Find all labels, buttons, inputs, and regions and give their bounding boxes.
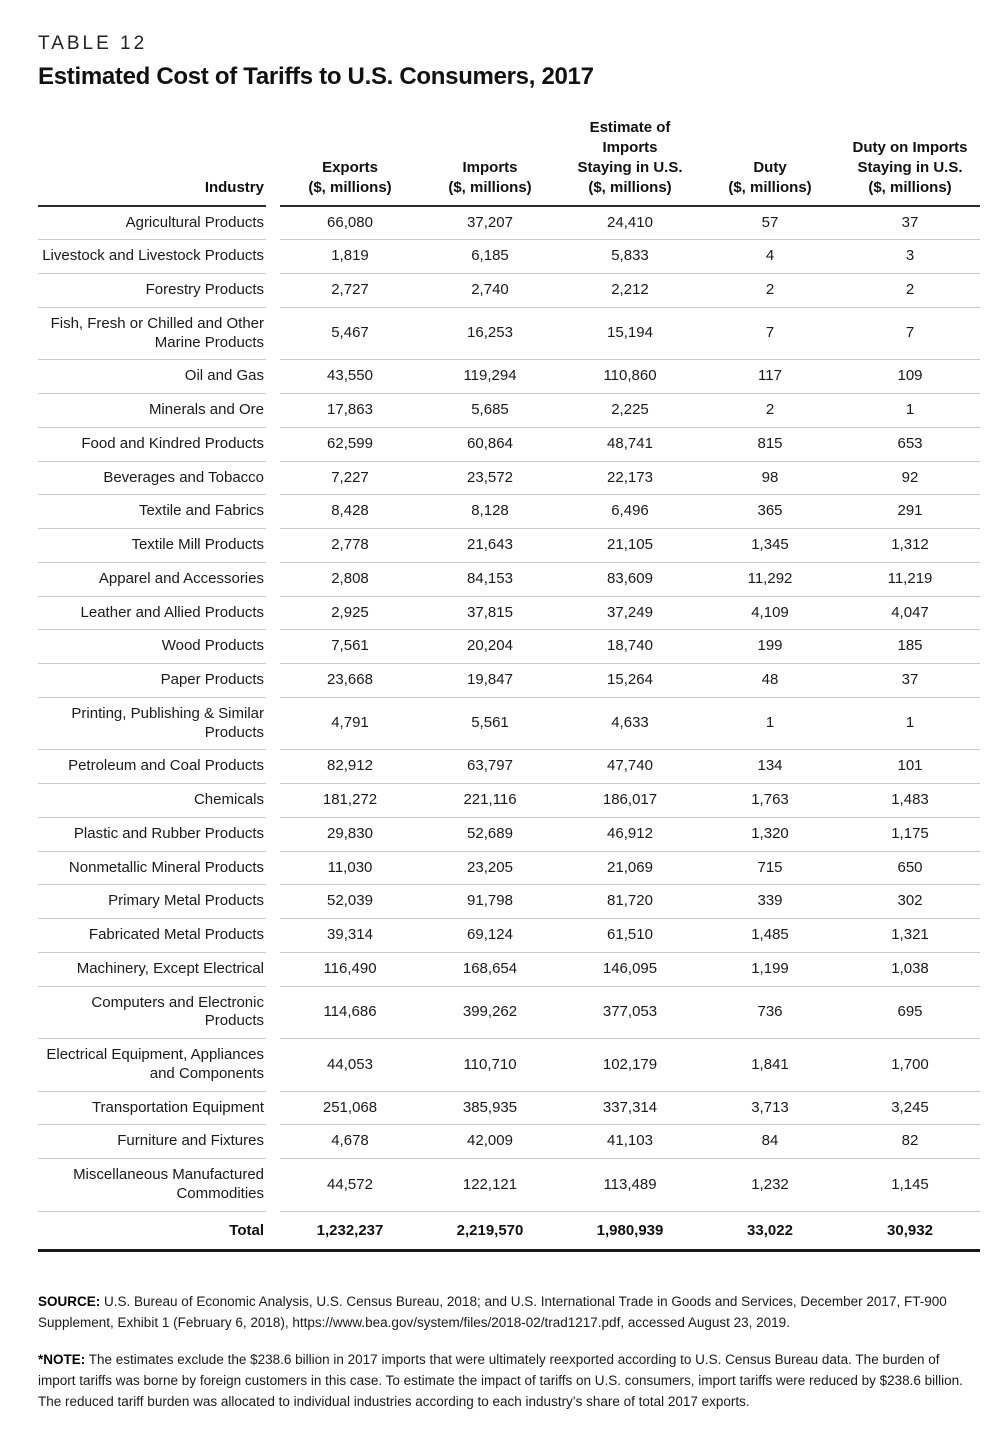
column-gap — [266, 1159, 280, 1212]
value-cell: 1,232 — [700, 1159, 840, 1212]
value-cell: 69,124 — [420, 919, 560, 953]
table-row — [38, 664, 980, 698]
value-cell: 43,550 — [280, 360, 420, 394]
value-cell: 37,249 — [560, 596, 700, 630]
table-row — [38, 750, 980, 784]
value-cell: 815 — [700, 427, 840, 461]
value-cell: 337,314 — [560, 1091, 700, 1125]
industry-cell: Oil and Gas — [38, 360, 266, 394]
value-cell: 116,490 — [280, 952, 420, 986]
source-note — [38, 1292, 964, 1334]
value-cell: 44,053 — [280, 1039, 420, 1092]
column-gap — [266, 630, 280, 664]
value-cell: 11,292 — [700, 562, 840, 596]
value-cell: 1,199 — [700, 952, 840, 986]
industry-cell: Beverages and Tobacco — [38, 461, 266, 495]
value-cell: 82,912 — [280, 750, 420, 784]
industry-cell: Chemicals — [38, 784, 266, 818]
value-cell: 16,253 — [420, 307, 560, 360]
industry-cell: Computers and Electronic Products — [38, 986, 266, 1039]
value-cell: 37,815 — [420, 596, 560, 630]
industry-cell: Paper Products — [38, 664, 266, 698]
value-cell: 168,654 — [420, 952, 560, 986]
value-cell: 44,572 — [280, 1159, 420, 1212]
value-cell: 1,320 — [700, 817, 840, 851]
value-cell: 2,808 — [280, 562, 420, 596]
value-cell: 23,205 — [420, 851, 560, 885]
value-cell: 2,778 — [280, 529, 420, 563]
value-cell: 61,510 — [560, 919, 700, 953]
column-gap — [266, 919, 280, 953]
value-cell: 7 — [840, 307, 980, 360]
value-cell: 199 — [700, 630, 840, 664]
value-cell: 109 — [840, 360, 980, 394]
industry-cell: Leather and Allied Products — [38, 596, 266, 630]
value-cell: 1,321 — [840, 919, 980, 953]
estimate-note — [38, 1350, 964, 1413]
value-cell: 24,410 — [560, 206, 700, 240]
value-cell: 52,689 — [420, 817, 560, 851]
value-cell: 4,791 — [280, 697, 420, 750]
value-cell: 22,173 — [560, 461, 700, 495]
industry-cell: Plastic and Rubber Products — [38, 817, 266, 851]
table-row — [38, 817, 980, 851]
industry-cell: Miscellaneous Manufactured Commodities — [38, 1159, 266, 1212]
industry-cell: Food and Kindred Products — [38, 427, 266, 461]
value-cell: 83,609 — [560, 562, 700, 596]
value-cell: 66,080 — [280, 206, 420, 240]
value-cell: 37 — [840, 206, 980, 240]
column-header-exports: Exports ($, millions) — [280, 118, 420, 206]
column-gap — [266, 1039, 280, 1092]
value-cell: 1 — [840, 697, 980, 750]
table-row — [38, 1125, 980, 1159]
value-cell: 23,572 — [420, 461, 560, 495]
value-cell: 291 — [840, 495, 980, 529]
column-gap — [266, 697, 280, 750]
value-cell: 110,710 — [420, 1039, 560, 1092]
industry-cell: Apparel and Accessories — [38, 562, 266, 596]
column-gap — [266, 784, 280, 818]
industry-cell: Petroleum and Coal Products — [38, 750, 266, 784]
value-cell: 1,345 — [700, 529, 840, 563]
value-cell: 21,069 — [560, 851, 700, 885]
value-cell: 11,030 — [280, 851, 420, 885]
value-cell: 48,741 — [560, 427, 700, 461]
value-cell: 29,830 — [280, 817, 420, 851]
industry-cell: Agricultural Products — [38, 206, 266, 240]
value-cell: 1,763 — [700, 784, 840, 818]
tariff-table — [38, 118, 980, 1253]
table-row — [38, 461, 980, 495]
value-cell: 46,912 — [560, 817, 700, 851]
industry-cell: Livestock and Livestock Products — [38, 240, 266, 274]
value-cell: 21,105 — [560, 529, 700, 563]
value-cell: 2 — [700, 274, 840, 308]
column-gap — [266, 986, 280, 1039]
source-text: U.S. Bureau of Economic Analysis, U.S. Census Bureau, 2018; and U.S. International Trade in Goods and Services, December 2017, FT-900 Supplement, Exhibit 1 (February 6, 2018), https://www.bea.gov/system/files/2018-02/trad1217.pdf, accessed August 23, 2019. — [38, 1294, 947, 1331]
value-cell: 30,932 — [887, 1221, 933, 1239]
value-cell: 84,153 — [420, 562, 560, 596]
value-cell: 5,685 — [420, 394, 560, 428]
value-cell: 37 — [840, 664, 980, 698]
value-cell: 385,935 — [420, 1091, 560, 1125]
value-cell: 2,925 — [280, 596, 420, 630]
value-cell: 11,219 — [840, 562, 980, 596]
table-row — [38, 885, 980, 919]
column-gap — [266, 274, 280, 308]
value-cell: 1,841 — [700, 1039, 840, 1092]
column-gap — [266, 206, 280, 240]
industry-cell: Printing, Publishing & Similar Products — [38, 697, 266, 750]
value-cell: 8,428 — [280, 495, 420, 529]
value-cell: 6,185 — [420, 240, 560, 274]
value-cell: 2 — [840, 274, 980, 308]
table-row — [38, 784, 980, 818]
value-cell: 2,740 — [420, 274, 560, 308]
value-cell: 2,225 — [560, 394, 700, 428]
value-cell: 7 — [700, 307, 840, 360]
value-cell: 4,633 — [560, 697, 700, 750]
value-cell: 221,116 — [420, 784, 560, 818]
note-text: The estimates exclude the $238.6 billion in 2017 imports that were ultimately reexported according to U.S. Census Bureau data. The burden of import tariffs was borne by foreign customers in this case. To estimate the impact of tariffs on U.S. consumers, import tariffs were reduced by $238.6 billion. The reduced tariff burden was allocated to individual industries according to each industry’s share of total 2017 exports. — [38, 1352, 963, 1410]
value-cell: 8,128 — [420, 495, 560, 529]
column-gap — [266, 118, 280, 206]
value-cell: 6,496 — [560, 495, 700, 529]
value-cell: 98 — [700, 461, 840, 495]
value-cell: 57 — [700, 206, 840, 240]
value-cell: 48 — [700, 664, 840, 698]
column-gap — [266, 750, 280, 784]
value-cell: 2 — [700, 394, 840, 428]
value-cell: 82 — [840, 1125, 980, 1159]
value-cell: 1,485 — [700, 919, 840, 953]
value-cell: 18,740 — [560, 630, 700, 664]
value-cell: 7,227 — [280, 461, 420, 495]
table-row — [38, 495, 980, 529]
value-cell: 15,194 — [560, 307, 700, 360]
table-body — [38, 206, 980, 1251]
value-cell: 102,179 — [560, 1039, 700, 1092]
value-cell: 39,314 — [280, 919, 420, 953]
column-gap — [266, 885, 280, 919]
value-cell: 17,863 — [280, 394, 420, 428]
value-cell: 119,294 — [420, 360, 560, 394]
value-cell: 3,713 — [700, 1091, 840, 1125]
table-row — [38, 1091, 980, 1125]
industry-cell: Fish, Fresh or Chilled and Other Marine Products — [38, 307, 266, 360]
table-row — [38, 360, 980, 394]
value-cell: 399,262 — [420, 986, 560, 1039]
value-cell: 181,272 — [280, 784, 420, 818]
column-header-duty-staying: Duty on Imports Staying in U.S. ($, millions) — [840, 118, 980, 206]
value-cell: 81,720 — [560, 885, 700, 919]
industry-cell: Furniture and Fixtures — [38, 1125, 266, 1159]
table-row — [38, 206, 980, 240]
column-gap — [266, 1125, 280, 1159]
column-header-imports: Imports ($, millions) — [420, 118, 560, 206]
value-cell: 146,095 — [560, 952, 700, 986]
value-cell: 186,017 — [560, 784, 700, 818]
value-cell: 37,207 — [420, 206, 560, 240]
column-gap — [266, 1091, 280, 1125]
value-cell: 60,864 — [420, 427, 560, 461]
value-cell: 1,145 — [840, 1159, 980, 1212]
value-cell: 113,489 — [560, 1159, 700, 1212]
column-gap — [266, 664, 280, 698]
value-cell: 52,039 — [280, 885, 420, 919]
value-cell: 4,678 — [280, 1125, 420, 1159]
column-gap — [266, 360, 280, 394]
value-cell: 41,103 — [560, 1125, 700, 1159]
column-header-imports-staying: Estimate of Imports Staying in U.S. ($, millions) — [560, 118, 700, 206]
table-label: TABLE 12 — [38, 33, 148, 54]
source-label: SOURCE: — [38, 1294, 101, 1310]
industry-cell: Wood Products — [38, 630, 266, 664]
note-label: *NOTE: — [38, 1352, 86, 1368]
column-gap — [266, 427, 280, 461]
table-row — [38, 952, 980, 986]
value-cell: 1,819 — [280, 240, 420, 274]
value-cell: 185 — [840, 630, 980, 664]
value-cell: 19,847 — [420, 664, 560, 698]
table-row — [38, 919, 980, 953]
value-cell: 92 — [840, 461, 980, 495]
value-cell: 42,009 — [420, 1125, 560, 1159]
value-cell: 4 — [700, 240, 840, 274]
value-cell: 134 — [700, 750, 840, 784]
value-cell: 1,175 — [840, 817, 980, 851]
value-cell: 1,232,237 — [316, 1221, 384, 1239]
column-gap — [266, 240, 280, 274]
column-gap — [266, 817, 280, 851]
value-cell: 3 — [840, 240, 980, 274]
value-cell: 122,121 — [420, 1159, 560, 1212]
value-cell: 736 — [700, 986, 840, 1039]
total-label-cell: Total — [229, 1221, 264, 1239]
table-row — [38, 986, 980, 1039]
value-cell: 15,264 — [560, 664, 700, 698]
value-cell: 3,245 — [840, 1091, 980, 1125]
value-cell: 653 — [840, 427, 980, 461]
value-cell: 2,727 — [280, 274, 420, 308]
value-cell: 1,980,939 — [596, 1221, 664, 1239]
table-row — [38, 1159, 980, 1212]
value-cell: 715 — [700, 851, 840, 885]
value-cell: 110,860 — [560, 360, 700, 394]
column-gap — [266, 461, 280, 495]
value-cell: 1,312 — [840, 529, 980, 563]
industry-cell: Forestry Products — [38, 274, 266, 308]
value-cell: 23,668 — [280, 664, 420, 698]
industry-cell: Fabricated Metal Products — [38, 919, 266, 953]
value-cell: 1,483 — [840, 784, 980, 818]
table-row — [38, 596, 980, 630]
column-gap — [266, 952, 280, 986]
column-header-industry: Industry — [38, 118, 266, 206]
value-cell: 1 — [840, 394, 980, 428]
industry-cell: Textile and Fabrics — [38, 495, 266, 529]
value-cell: 33,022 — [747, 1221, 793, 1239]
column-gap — [266, 529, 280, 563]
value-cell: 7,561 — [280, 630, 420, 664]
footnotes — [38, 1292, 964, 1413]
value-cell: 365 — [700, 495, 840, 529]
industry-cell: Transportation Equipment — [38, 1091, 266, 1125]
column-gap — [266, 596, 280, 630]
table-row — [38, 562, 980, 596]
value-cell: 91,798 — [420, 885, 560, 919]
value-cell: 114,686 — [280, 986, 420, 1039]
value-cell: 5,833 — [560, 240, 700, 274]
value-cell: 251,068 — [280, 1091, 420, 1125]
industry-cell: Textile Mill Products — [38, 529, 266, 563]
value-cell: 101 — [840, 750, 980, 784]
industry-cell: Minerals and Ore — [38, 394, 266, 428]
value-cell: 21,643 — [420, 529, 560, 563]
value-cell: 5,561 — [420, 697, 560, 750]
total-row — [38, 1211, 980, 1251]
table-header — [38, 118, 980, 206]
value-cell: 20,204 — [420, 630, 560, 664]
value-cell: 1,700 — [840, 1039, 980, 1092]
value-cell: 302 — [840, 885, 980, 919]
value-cell: 1 — [700, 697, 840, 750]
table-row — [38, 851, 980, 885]
column-gap — [266, 394, 280, 428]
value-cell: 2,219,570 — [456, 1221, 524, 1239]
table-row — [38, 427, 980, 461]
column-header-duty: Duty ($, millions) — [700, 118, 840, 206]
value-cell: 4,109 — [700, 596, 840, 630]
value-cell: 650 — [840, 851, 980, 885]
value-cell: 4,047 — [840, 596, 980, 630]
value-cell: 117 — [700, 360, 840, 394]
value-cell: 47,740 — [560, 750, 700, 784]
industry-cell: Primary Metal Products — [38, 885, 266, 919]
column-gap — [266, 851, 280, 885]
value-cell: 63,797 — [420, 750, 560, 784]
value-cell: 377,053 — [560, 986, 700, 1039]
table-row — [38, 307, 980, 360]
table-row — [38, 274, 980, 308]
column-gap — [266, 1211, 280, 1251]
value-cell: 2,212 — [560, 274, 700, 308]
column-gap — [266, 495, 280, 529]
column-gap — [266, 562, 280, 596]
header-row — [38, 118, 980, 206]
value-cell: 84 — [700, 1125, 840, 1159]
value-cell: 339 — [700, 885, 840, 919]
value-cell: 695 — [840, 986, 980, 1039]
table-row — [38, 1039, 980, 1092]
industry-cell: Electrical Equipment, Appliances and Components — [38, 1039, 266, 1092]
table-row — [38, 240, 980, 274]
table-row — [38, 394, 980, 428]
industry-cell: Machinery, Except Electrical — [38, 952, 266, 986]
value-cell: 5,467 — [280, 307, 420, 360]
column-gap — [266, 307, 280, 360]
table-row — [38, 697, 980, 750]
industry-cell: Nonmetallic Mineral Products — [38, 851, 266, 885]
table-row — [38, 630, 980, 664]
value-cell: 62,599 — [280, 427, 420, 461]
table-row — [38, 529, 980, 563]
table-title: Estimated Cost of Tariffs to U.S. Consumers, 2017 — [38, 62, 594, 90]
value-cell: 1,038 — [840, 952, 980, 986]
